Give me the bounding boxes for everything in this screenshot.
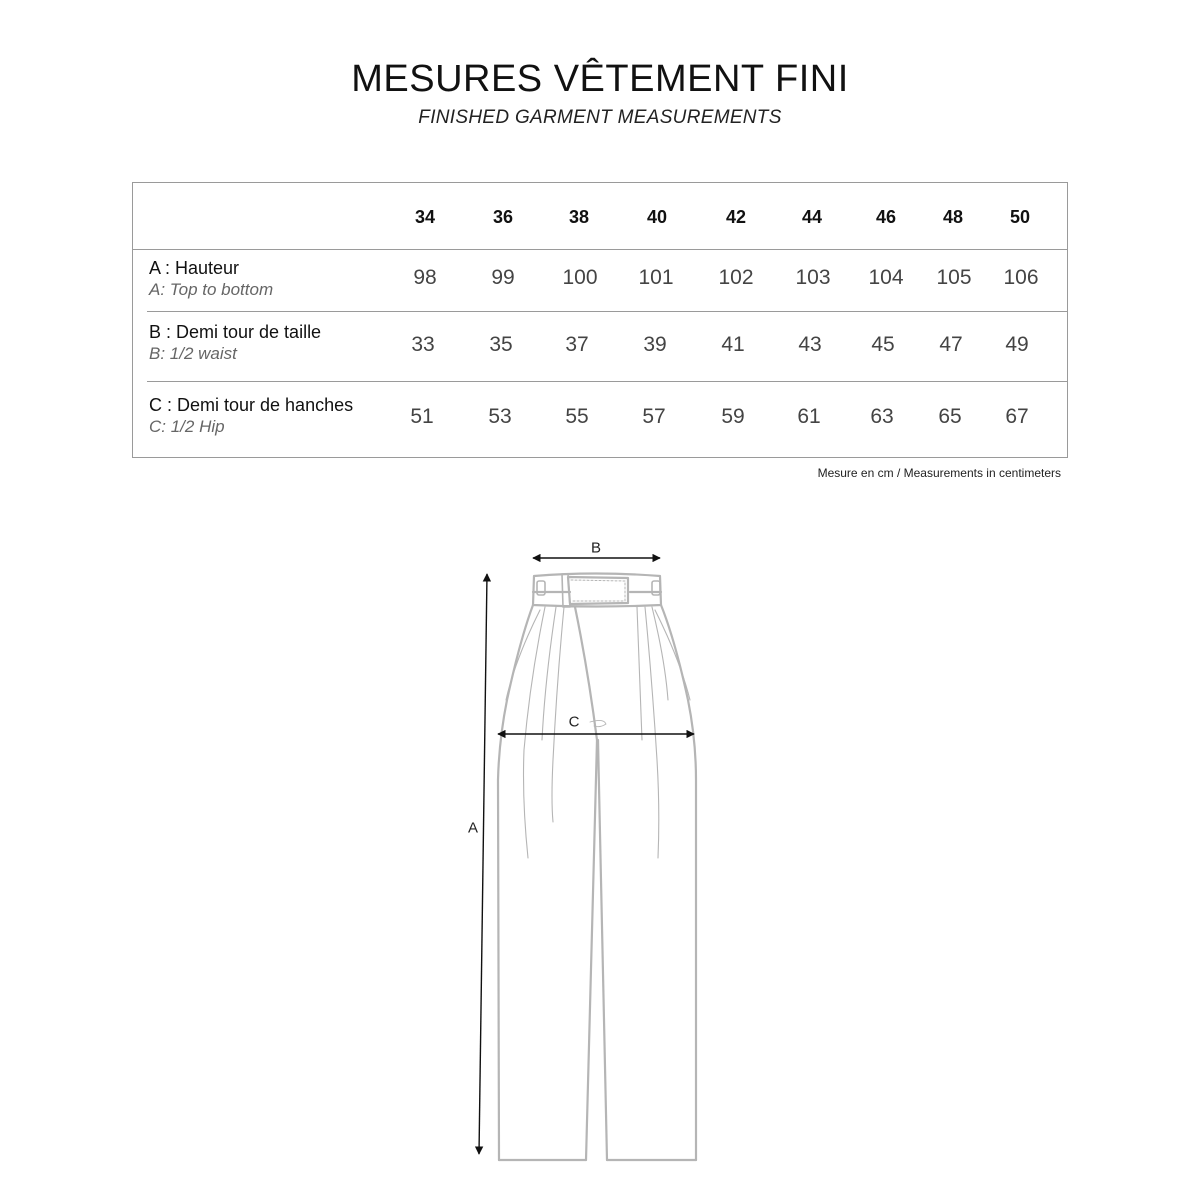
table-cell: 41 [721, 333, 745, 356]
table-cell: 55 [565, 405, 589, 428]
table-cell: 99 [491, 266, 515, 289]
table-cell: 47 [939, 333, 963, 356]
size-header: 38 [568, 207, 590, 227]
size-header: 46 [875, 207, 897, 227]
row-label-en: A: Top to bottom [149, 280, 274, 299]
table-cell: 65 [938, 405, 962, 428]
row-label-en: C: 1/2 Hip [149, 417, 225, 436]
table-cell: 51 [410, 405, 434, 428]
page-subtitle: FINISHED GARMENT MEASUREMENTS [418, 107, 782, 128]
table-cell: 102 [718, 266, 754, 289]
row-label-en: B: 1/2 waist [149, 344, 237, 363]
size-header: 42 [725, 207, 747, 227]
row-label-fr: B : Demi tour de taille [149, 322, 322, 342]
table-cell: 53 [488, 405, 512, 428]
measurement-arrows [479, 558, 694, 1154]
garment-outline [498, 574, 696, 1161]
table-cell: 43 [798, 333, 822, 356]
dimension-label-c: C [568, 713, 580, 731]
table-cell: 100 [562, 266, 598, 289]
size-header: 50 [1009, 207, 1031, 227]
table-cell: 39 [643, 333, 667, 356]
table-cell: 49 [1005, 333, 1029, 356]
size-header: 44 [801, 207, 823, 227]
size-header: 40 [646, 207, 668, 227]
dimension-label-a: A [467, 819, 479, 837]
table-cell: 33 [411, 333, 435, 356]
table-cell: 61 [797, 405, 821, 428]
table-cell: 106 [1003, 266, 1039, 289]
table-cell: 67 [1005, 405, 1029, 428]
page-title: MESURES VÊTEMENT FINI [351, 58, 849, 100]
table-cell: 35 [489, 333, 513, 356]
table-cell: 98 [413, 266, 437, 289]
table-cell: 63 [870, 405, 894, 428]
row-label-fr: C : Demi tour de hanches [149, 395, 354, 415]
table-cell: 57 [642, 405, 666, 428]
size-header: 34 [414, 207, 436, 227]
row-label-fr: A : Hauteur [149, 258, 240, 278]
size-header: 48 [942, 207, 964, 227]
size-header: 36 [492, 207, 514, 227]
height-arrow-a [479, 574, 487, 1154]
table-cell: 103 [795, 266, 831, 289]
table-cell: 45 [871, 333, 895, 356]
dimension-label-b: B [590, 539, 602, 557]
table-cell: 59 [721, 405, 745, 428]
table-cell: 104 [868, 266, 904, 289]
table-cell: 105 [936, 266, 972, 289]
table-cell: 101 [638, 266, 674, 289]
pleats-and-details [506, 607, 690, 858]
table-cell: 37 [565, 333, 589, 356]
unit-note: Mesure en cm / Measurements in centimeters [817, 466, 1061, 480]
